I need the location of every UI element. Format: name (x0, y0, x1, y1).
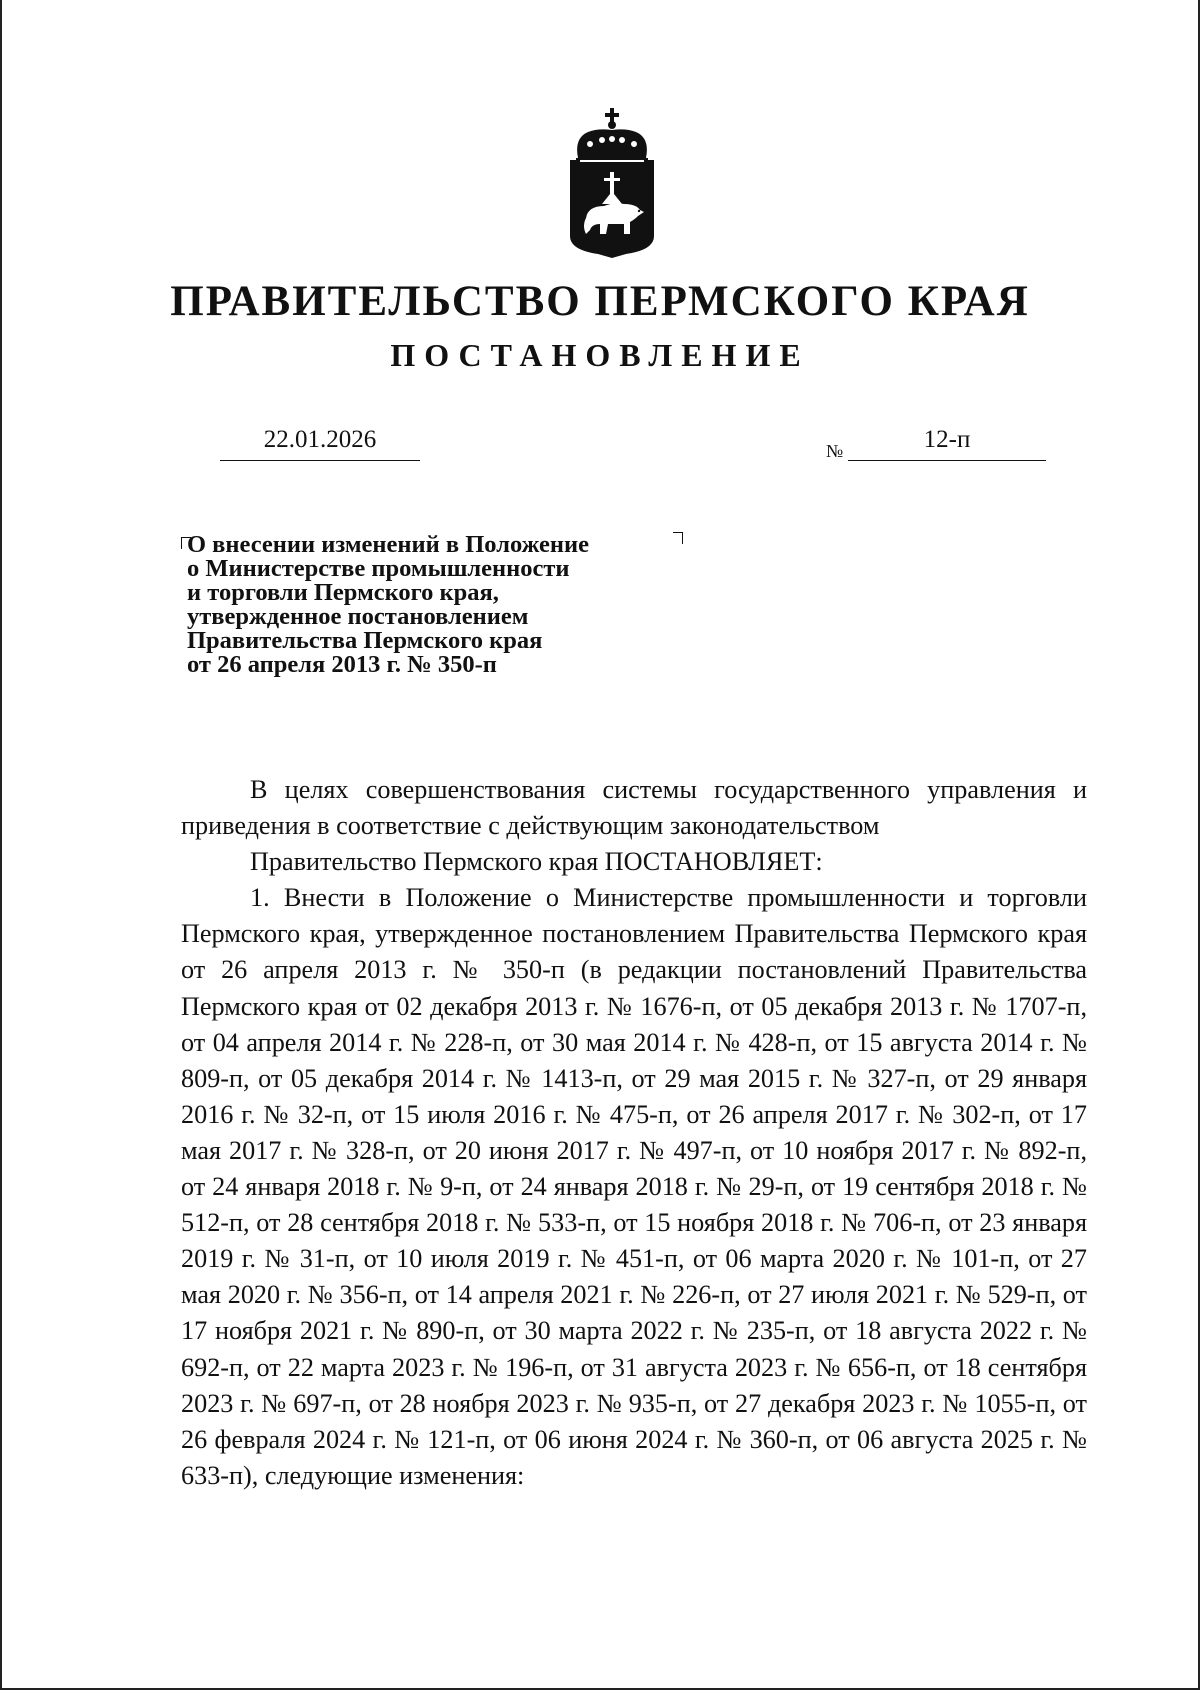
subject-line: О внесении изменений в Положение (187, 531, 590, 558)
subject-corner-right (673, 532, 683, 544)
subject-line: и торговли Пермского края, (187, 579, 499, 606)
body-paragraph-preamble: В целях совершенствования системы государственного управления и приведения в соответствие с действующим законодательством (181, 775, 1087, 841)
subject-line: утвержденное постановлением (187, 603, 529, 630)
subject-line: от 26 апреля 2013 г. № 350-п (187, 651, 497, 678)
document-number: 12-п (848, 424, 1046, 461)
body-paragraph-item-1: 1. Внести в Положение о Министерстве промышленности и торговли Пермского края, утвержденное постановлением Правительства Пермского края от 26 апреля 2013 г. № 350-п (в редакции постановлений Правительства Пермского края от 02 декабря 2013 г. № 1676-п, от 05 декабря 2013 г. № 1707-п, от 04 апреля 2014 г. № 228-п, от 30 мая 2014 г. № 428-п, от 15 августа 2014 г. № 809-п, от 05 декабря 2014 г. № 1413-п, от 29 мая 2015 г. № 327-п, от 29 января 2016 г. № 32-п, от 15 июля 2016 г. № 475-п, от 26 апреля 2017 г. № 302-п, от 17 мая 2017 г. № 328-п, от 20 июня 2017 г. № 497-п, от 10 ноября 2017 г. № 892-п, от 24 января 2018 г. № 9-п, от 24 января 2018 г. № 29-п, от 19 сентября 2018 г. № 512-п, от 28 сентября 2018 г. № 533-п, от 15 ноября 2018 г. № 706-п, от 23 января 2019 г. № 31-п, от 10 июля 2019 г. № 451-п, от 06 марта 2020 г. № 101-п, от 27 мая 2020 г. № 356-п, от 14 апреля 2021 г. № 226-п, от 27 июля 2021 г. № 529-п, от 17 ноября 2021 г. № 890-п, от 30 марта 2022 г. № 235-п, от 18 августа 2022 г. № 692-п, от 22 марта 2023 г. № 196-п, от 31 августа 2023 г. № 656-п, от 18 сентября 2023 г. № 697-п, от 28 ноября 2023 г. № 935-п, от 27 декабря 2023 г. № 1055-п, от 26 февраля 2024 г. № 121-п, от 06 июня 2024 г. № 360-п, от 06 августа 2025 г. № 633-п), следующие изменения: (181, 883, 1087, 1490)
number-sign: № (826, 441, 844, 461)
document-subject (187, 533, 667, 677)
scan-edge-left (0, 0, 2, 1690)
subject-line: о Министерстве промышленности (187, 555, 570, 582)
coat-of-arms-icon (568, 108, 656, 258)
subject-line: Правительства Пермского края (187, 627, 543, 654)
organization-title: ПРАВИТЕЛЬСТВО ПЕРМСКОГО КРАЯ (170, 278, 1030, 325)
document-body (181, 772, 1087, 1494)
document-date: 22.01.2026 (220, 424, 420, 461)
document-type: ПОСТАНОВЛЕНИЕ (390, 337, 810, 373)
body-paragraph-resolves: Правительство Пермского края ПОСТАНОВЛЯЕТ: (250, 847, 823, 877)
